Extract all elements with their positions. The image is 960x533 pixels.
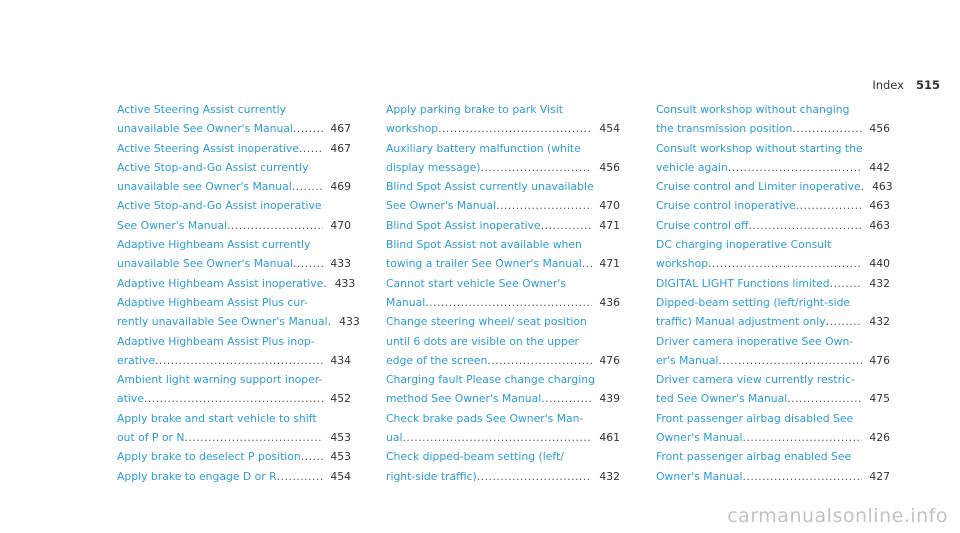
index-entry[interactable] bbox=[656, 100, 890, 139]
index-entry-page[interactable]: 456 bbox=[599, 160, 620, 174]
index-entry-text[interactable]: Check dipped-beam setting (left/ bbox=[386, 450, 564, 464]
index-entry[interactable] bbox=[117, 370, 351, 409]
index-entry-page[interactable]: 454 bbox=[599, 122, 620, 136]
index-entry-last-line bbox=[117, 254, 351, 273]
index-entry[interactable] bbox=[117, 293, 360, 332]
index-entry-line bbox=[117, 158, 351, 177]
dot-leader bbox=[277, 467, 323, 486]
index-entry-page[interactable]: 476 bbox=[599, 353, 620, 367]
index-entry-line bbox=[386, 235, 620, 254]
index-entry-last-line bbox=[117, 312, 360, 331]
index-entry-text[interactable]: out of P or N bbox=[117, 431, 185, 445]
index-entry[interactable] bbox=[386, 312, 620, 370]
index-entry-text[interactable]: Manual bbox=[386, 295, 426, 309]
index-entry-text[interactable]: vehicle again bbox=[656, 160, 728, 174]
index-entry-text[interactable]: Apply brake to engage D or R bbox=[117, 469, 277, 483]
dot-leader bbox=[184, 428, 323, 447]
index-entry-text[interactable]: Active Stop-and-Go Assist currently bbox=[117, 160, 309, 174]
index-entry[interactable] bbox=[656, 177, 893, 196]
index-entry-text[interactable]: Cruise control inoperative bbox=[656, 199, 796, 213]
index-entry-line bbox=[117, 370, 351, 389]
index-entry-text[interactable]: workshop bbox=[386, 122, 439, 136]
index-entry-last-line bbox=[117, 389, 351, 408]
dot-leader bbox=[541, 216, 592, 235]
index-entry-text[interactable]: See Owner's Manual bbox=[386, 199, 497, 213]
index-entry-last-line bbox=[656, 196, 890, 215]
index-entry[interactable] bbox=[656, 216, 890, 235]
index-entry-last-line bbox=[386, 351, 620, 370]
index-entry[interactable] bbox=[656, 409, 890, 448]
dot-leader bbox=[830, 274, 862, 293]
index-entry-page[interactable]: 442 bbox=[869, 160, 890, 174]
index-entry-line bbox=[386, 332, 620, 351]
index-entry-line bbox=[117, 196, 351, 215]
dot-leader bbox=[425, 293, 592, 312]
index-entry-line bbox=[656, 293, 890, 312]
index-entry[interactable] bbox=[117, 274, 356, 293]
dot-leader bbox=[477, 467, 592, 486]
index-entry-page[interactable]: 463 bbox=[869, 218, 890, 232]
index-entry-text[interactable]: Blind Spot Assist inoperative bbox=[386, 218, 541, 232]
dot-leader bbox=[144, 389, 323, 408]
index-entry-line bbox=[117, 235, 351, 254]
index-column-2 bbox=[386, 100, 620, 486]
index-entry-line bbox=[386, 370, 620, 389]
dot-leader bbox=[155, 351, 323, 370]
dot-leader bbox=[292, 177, 323, 196]
index-entry-line bbox=[656, 235, 890, 254]
index-entry-line bbox=[656, 100, 890, 119]
index-entry-text[interactable]: Adaptive Highbeam Assist Plus inop- bbox=[117, 334, 315, 348]
index-entry-page[interactable]: 432 bbox=[869, 276, 890, 290]
index-entry-page[interactable]: 475 bbox=[869, 392, 890, 406]
dot-leader bbox=[748, 216, 862, 235]
index-entry[interactable] bbox=[386, 447, 620, 486]
index-entry-text[interactable]: Adaptive Highbeam Assist currently bbox=[117, 238, 311, 252]
index-entry-line bbox=[386, 139, 620, 158]
index-entry[interactable] bbox=[386, 409, 620, 448]
index-entry-page[interactable]: 454 bbox=[330, 469, 351, 483]
index-entry-last-line bbox=[117, 447, 351, 466]
index-entry-page[interactable]: 470 bbox=[330, 218, 351, 232]
index-entry-text[interactable]: Auxiliary battery malfunction (white bbox=[386, 141, 581, 155]
index-entry-text[interactable]: Cruise control and Limiter inoperative bbox=[656, 180, 861, 194]
index-entry[interactable] bbox=[117, 100, 351, 139]
index-entry-line bbox=[117, 293, 351, 312]
index-entry-text[interactable]: Apply brake to deselect P position bbox=[117, 450, 301, 464]
index-entry-page[interactable]: 439 bbox=[599, 392, 620, 406]
index-entry-line bbox=[117, 332, 351, 351]
index-entry-text[interactable]: Charging fault Please change charging bbox=[386, 373, 595, 387]
index-entry-text[interactable]: Apply parking brake to park Visit bbox=[386, 103, 563, 116]
index-entry[interactable] bbox=[656, 139, 890, 178]
index-entry-last-line bbox=[117, 351, 351, 370]
index-entry-last-line bbox=[656, 177, 893, 196]
index-entry[interactable] bbox=[656, 332, 890, 371]
index-entry-text[interactable]: Driver camera view currently restric- bbox=[656, 373, 855, 387]
index-entry[interactable] bbox=[117, 196, 351, 235]
index-entry[interactable] bbox=[656, 447, 890, 486]
index-entry-last-line bbox=[117, 139, 351, 158]
index-entry-line bbox=[117, 409, 351, 428]
index-entry-page[interactable]: 463 bbox=[869, 199, 890, 213]
index-entry-text[interactable]: Dipped-beam setting (left/right-side bbox=[656, 295, 851, 309]
index-entry-text[interactable]: Blind Spot Assist not available when bbox=[386, 238, 582, 252]
dot-leader bbox=[402, 428, 592, 447]
index-entry[interactable] bbox=[117, 158, 351, 197]
index-entry-text[interactable]: Driver camera inoperative See Own- bbox=[656, 334, 854, 348]
index-entry[interactable] bbox=[656, 293, 890, 332]
index-entry-last-line bbox=[117, 177, 351, 196]
dot-leader bbox=[301, 447, 323, 466]
page-header bbox=[872, 78, 940, 92]
index-entry-text[interactable]: Cannot start vehicle See Owner's bbox=[386, 276, 566, 290]
index-entry-page[interactable]: 453 bbox=[330, 450, 351, 464]
index-entry-page[interactable]: 467 bbox=[330, 141, 351, 155]
dot-leader bbox=[582, 254, 592, 273]
index-entry-last-line bbox=[656, 467, 890, 486]
index-entry[interactable] bbox=[117, 467, 351, 486]
index-entry-line bbox=[656, 447, 890, 466]
index-entry[interactable] bbox=[386, 274, 620, 313]
index-entry-line bbox=[117, 100, 351, 119]
index-entry-page[interactable]: 434 bbox=[330, 353, 351, 367]
index-entry[interactable] bbox=[656, 274, 890, 293]
index-entry-text[interactable]: Active Steering Assist inoperative bbox=[117, 141, 299, 155]
index-entry-last-line bbox=[117, 216, 351, 235]
index-entry-text[interactable]: ual bbox=[386, 431, 403, 445]
index-entry-last-line bbox=[656, 312, 890, 331]
dot-leader bbox=[796, 196, 862, 215]
index-entry-page[interactable]: 476 bbox=[869, 353, 890, 367]
dot-leader bbox=[743, 428, 862, 447]
index-entry-text[interactable]: unavailable See Owner's Manual bbox=[117, 257, 293, 271]
dot-leader bbox=[438, 119, 592, 138]
index-entry-text[interactable]: towing a trailer See Owner's Manual bbox=[386, 257, 582, 271]
index-entry-text[interactable]: right-side traffic) bbox=[386, 469, 477, 483]
index-entry-line bbox=[386, 312, 620, 331]
index-entry-text[interactable]: DC charging inoperative Consult bbox=[656, 238, 832, 252]
index-entry[interactable] bbox=[117, 139, 351, 158]
index-entry-last-line bbox=[386, 119, 620, 138]
section-title: Index bbox=[872, 78, 904, 92]
index-entry-page[interactable]: 463 bbox=[872, 180, 893, 194]
index-entry-last-line bbox=[656, 216, 890, 235]
index-entry-text[interactable]: Change steering wheel/ seat position bbox=[386, 315, 587, 329]
watermark: carmanualsonline.info bbox=[727, 505, 948, 527]
index-entry-line bbox=[386, 409, 620, 428]
index-entry-page[interactable]: 433 bbox=[330, 257, 351, 271]
index-entry-last-line bbox=[656, 158, 890, 177]
index-entry-last-line bbox=[386, 467, 620, 486]
index-entry-line bbox=[386, 100, 620, 119]
dot-leader bbox=[792, 119, 862, 138]
index-entry-line bbox=[386, 447, 620, 466]
index-entry-text[interactable]: DIGITAL LIGHT Functions limited bbox=[656, 276, 830, 290]
index-entry-last-line bbox=[386, 428, 620, 447]
index-entry-text[interactable]: method See Owner's Manual bbox=[386, 392, 542, 406]
index-entry-last-line bbox=[386, 254, 620, 273]
index-entry-text[interactable]: Owner's Manual bbox=[656, 431, 743, 445]
index-entry-text[interactable]: Active Stop-and-Go Assist inoperative bbox=[117, 199, 322, 213]
index-entry-text[interactable]: Ambient light warning support inoper- bbox=[117, 373, 323, 387]
dot-leader bbox=[227, 216, 323, 235]
index-entry[interactable] bbox=[386, 100, 620, 139]
index-entry-last-line bbox=[117, 428, 351, 447]
index-entry-last-line bbox=[656, 389, 890, 408]
page-number: 515 bbox=[915, 78, 940, 92]
dot-leader bbox=[293, 254, 323, 273]
dot-leader bbox=[728, 158, 862, 177]
index-column-3 bbox=[656, 100, 893, 486]
index-entry-page[interactable]: 432 bbox=[599, 469, 620, 483]
index-entry[interactable] bbox=[117, 235, 351, 274]
index-entry-line bbox=[656, 370, 890, 389]
index-entry-last-line bbox=[386, 158, 620, 177]
index-entry-text[interactable]: ted See Owner's Manual bbox=[656, 392, 788, 406]
index-entry[interactable] bbox=[656, 370, 890, 409]
index-entry-text[interactable]: Active Steering Assist currently bbox=[117, 103, 287, 116]
index-entry[interactable] bbox=[386, 216, 620, 235]
index-entry[interactable] bbox=[117, 409, 351, 448]
dot-leader bbox=[826, 312, 862, 331]
index-entry-last-line bbox=[117, 274, 356, 293]
dot-leader bbox=[299, 139, 323, 158]
index-entry-page[interactable]: 440 bbox=[869, 257, 890, 271]
index-entry-last-line bbox=[656, 119, 890, 138]
index-entry-last-line bbox=[656, 428, 890, 447]
index-entry-text[interactable]: display message) bbox=[386, 160, 481, 174]
index-entry-text[interactable]: ative bbox=[117, 392, 144, 406]
index-entry-page[interactable]: 436 bbox=[599, 295, 620, 309]
index-entry-last-line bbox=[117, 119, 351, 138]
index-entry-line bbox=[386, 274, 620, 293]
index-entry[interactable] bbox=[117, 447, 351, 466]
index-entry-page[interactable]: 426 bbox=[869, 431, 890, 445]
index-entry-text[interactable]: Front passenger airbag disabled See bbox=[656, 411, 854, 425]
index-entry-text[interactable]: er's Manual bbox=[656, 353, 719, 367]
index-entry[interactable] bbox=[386, 139, 620, 178]
dot-leader bbox=[743, 467, 862, 486]
index-entry[interactable] bbox=[656, 235, 890, 274]
index-entry-text[interactable]: workshop bbox=[656, 257, 709, 271]
index-entry-text[interactable]: rently unavailable See Owner's Manual bbox=[117, 315, 328, 329]
index-entry-page[interactable]: 433 bbox=[334, 276, 356, 290]
index-entry-text[interactable]: Consult workshop without starting the bbox=[656, 141, 863, 155]
dot-leader bbox=[481, 158, 592, 177]
index-entry-text[interactable]: See Owner's Manual bbox=[117, 218, 228, 232]
index-entry-line bbox=[656, 332, 890, 351]
index-entry-page[interactable]: 461 bbox=[599, 431, 620, 445]
index-entry-text[interactable]: Owner's Manual bbox=[656, 469, 743, 483]
index-entry-last-line bbox=[386, 293, 620, 312]
dot-leader bbox=[718, 351, 862, 370]
dot-leader bbox=[787, 389, 862, 408]
dot-leader bbox=[487, 351, 592, 370]
index-entry-text[interactable]: Consult workshop without changing bbox=[656, 103, 850, 116]
index-entry-last-line bbox=[386, 216, 620, 235]
index-entry-text[interactable]: Check brake pads See Owner's Man- bbox=[386, 411, 584, 425]
index-entry-line bbox=[386, 177, 620, 196]
index-entry-text[interactable]: Cruise control off bbox=[656, 218, 749, 232]
index-entry-page[interactable]: 452 bbox=[330, 392, 351, 406]
index-entry-page[interactable]: 471 bbox=[599, 257, 620, 271]
index-entry-text[interactable]: unavailable see Owner's Manual bbox=[117, 180, 292, 194]
index-entry-line bbox=[656, 409, 890, 428]
index-entry[interactable] bbox=[117, 332, 351, 371]
index-entry-page[interactable]: 470 bbox=[599, 199, 620, 213]
index-entry-text[interactable]: Apply brake and start vehicle to shift bbox=[117, 411, 317, 425]
index-entry-last-line bbox=[656, 254, 890, 273]
index-entry-page[interactable]: 453 bbox=[330, 431, 351, 445]
index-entry[interactable] bbox=[386, 235, 620, 274]
dot-leader bbox=[541, 389, 592, 408]
index-entry-text[interactable]: unavailable See Owner's Manual bbox=[117, 122, 293, 136]
index-entry-text[interactable]: edge of the screen bbox=[386, 353, 488, 367]
index-entry-last-line bbox=[386, 196, 620, 215]
index-entry-text[interactable]: Adaptive Highbeam Assist Plus cur- bbox=[117, 295, 308, 309]
index-entry-page[interactable]: 467 bbox=[330, 122, 351, 136]
dot-leader bbox=[496, 196, 592, 215]
index-entry-text[interactable]: Blind Spot Assist currently unavailable bbox=[386, 180, 594, 194]
index-entry-text[interactable]: the transmission position bbox=[656, 122, 793, 136]
index-entry[interactable] bbox=[656, 196, 890, 215]
index-entry-page[interactable]: 432 bbox=[869, 315, 890, 329]
index-entry-text[interactable]: Front passenger airbag enabled See bbox=[656, 450, 852, 464]
index-column-1 bbox=[117, 100, 360, 486]
index-entry-text[interactable]: Adaptive Highbeam Assist inoperative bbox=[117, 276, 324, 290]
index-entry-last-line bbox=[656, 351, 890, 370]
dot-leader bbox=[293, 119, 323, 138]
index-entry-page[interactable]: 469 bbox=[330, 180, 351, 194]
index-entry-text[interactable]: traffic) Manual adjustment only bbox=[656, 315, 826, 329]
index-entry-page[interactable]: 433 bbox=[339, 315, 360, 329]
index-entry-page[interactable]: 427 bbox=[869, 469, 890, 483]
index-entry-last-line bbox=[117, 467, 351, 486]
index-entry-text[interactable]: erative bbox=[117, 353, 155, 367]
index-entry[interactable] bbox=[386, 370, 620, 409]
index-entry[interactable] bbox=[386, 177, 620, 216]
index-entry-page[interactable]: 456 bbox=[869, 122, 890, 136]
index-entry-text[interactable]: until 6 dots are visible on the upper bbox=[386, 334, 579, 348]
index-entry-last-line bbox=[656, 274, 890, 293]
index-entry-last-line bbox=[386, 389, 620, 408]
index-entry-page[interactable]: 471 bbox=[599, 218, 620, 232]
dot-leader bbox=[708, 254, 862, 273]
index-entry-line bbox=[656, 139, 890, 158]
